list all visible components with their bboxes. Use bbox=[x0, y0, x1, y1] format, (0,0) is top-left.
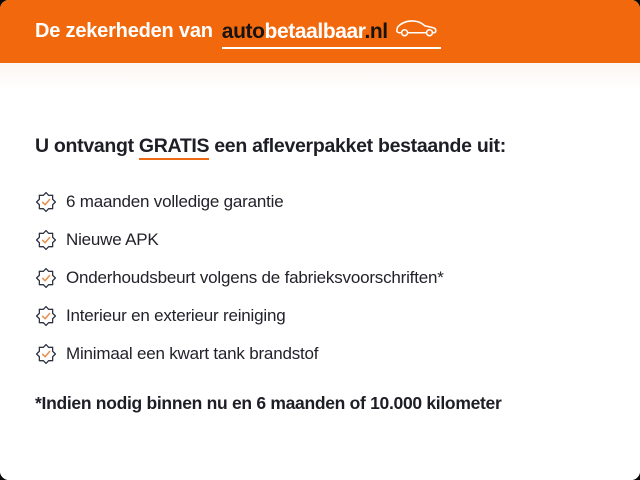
badge-check-icon bbox=[35, 267, 57, 289]
benefit-list bbox=[35, 183, 605, 373]
heading-highlight-gratis: GRATIS bbox=[139, 135, 209, 160]
benefit-label: Onderhoudsbeurt volgens de fabrieksvoorschriften* bbox=[66, 268, 444, 287]
list-item bbox=[35, 183, 605, 221]
header-banner bbox=[0, 0, 640, 63]
header-prefix-text: De zekerheden van bbox=[35, 20, 213, 42]
badge-check-icon bbox=[35, 229, 57, 251]
list-item bbox=[35, 335, 605, 373]
list-item bbox=[35, 221, 605, 259]
heading-post: een afleverpakket bestaande uit: bbox=[214, 135, 506, 157]
logo-part-betaalbaar: betaalbaar bbox=[264, 19, 365, 43]
badge-check-icon bbox=[35, 343, 57, 365]
section-heading bbox=[35, 134, 605, 159]
content-area bbox=[0, 63, 640, 480]
footnote-text: *Indien nodig binnen nu en 6 maanden of 10.000 kilometer bbox=[35, 393, 502, 413]
logo-part-nl: .nl bbox=[364, 19, 388, 43]
benefit-label: 6 maanden volledige garantie bbox=[66, 192, 284, 211]
list-item bbox=[35, 297, 605, 335]
logo-part-auto: auto bbox=[221, 19, 265, 43]
badge-check-icon bbox=[35, 191, 57, 213]
car-outline-icon bbox=[395, 15, 441, 43]
benefit-label: Interieur en exterieur reiniging bbox=[66, 306, 286, 325]
benefit-label: Nieuwe APK bbox=[66, 230, 159, 249]
benefit-label: Minimaal een kwart tank brandstof bbox=[66, 344, 319, 363]
brand-logo bbox=[222, 15, 441, 49]
heading-pre: U ontvangt bbox=[35, 135, 134, 157]
brand-logo-text bbox=[222, 21, 388, 43]
list-item bbox=[35, 259, 605, 297]
badge-check-icon bbox=[35, 305, 57, 327]
